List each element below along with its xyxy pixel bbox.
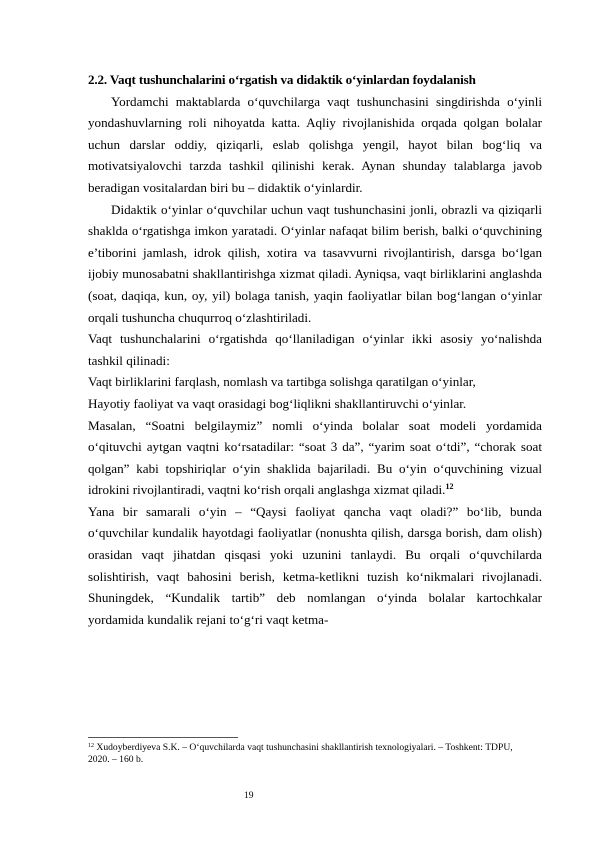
footnote-divider — [88, 737, 238, 738]
footnote — [88, 742, 528, 766]
paragraph-intro: Yordamchi maktablarda o‘quvchilarga vaqt tushunchasini singdirishda o‘yinli yondashuvlarning roli nihoyatda katta. Aqliy rivojlanishida orqada qolgan bolalar uchun darslar oddiy, qiziqarli, eslab qolishga yengil, hayot bilan bog‘liq va motivatsiyalovchi tarzda tashkil qilinishi kerak. Aynan shunday talablarga javob beradigan vositalardan biri bu – didaktik o‘yinlardir. — [88, 93, 542, 195]
page-number: 19 — [244, 790, 254, 801]
paragraph-example-activity: Yana bir samarali o‘yin – “Qaysi faoliyat qancha vaqt oladi?” bo‘lib, bunda o‘quvchilar kundalik hayotdagi faoliyatlar (nonushta qilish, darsga borish, dam olish) orasidan vaqt jihatdan qisqasi yoki uzunini tanlaydi. Bu orqali o‘quvchilarda solishtirish, vaqt bahosini berish, ketma-ketlikni tuzish ko‘nikmalari rivojlanadi. Shuningdek, “Kundalik tartib” deb nomlangan o‘yinda bolalar kartochkalar yordamida kundalik rejani to‘g‘ri vaqt ketma- — [88, 503, 542, 627]
paragraph-example-clock — [88, 415, 542, 501]
section-heading: 2.2. Vaqt tushunchalarini o‘rgatish va didaktik o‘yinlardan foydalanish — [88, 72, 476, 87]
paragraph-didactic-games: Didaktik o‘yinlar o‘quvchilar uchun vaqt tushunchasini jonli, obrazli va qiziqarli shaklda o‘rgatishga imkon yaratadi. O‘yinlar nafaqat bilim berish, balki o‘quvchining e’tiborini jamlash, idrok qilish, xotira va tasavvurni rivojlantirish, darsga bo‘lgan ijobiy munosabatni shakllantirishga xizmat qiladi. Ayniqsa, vaqt birliklarini anglashda (soat, daqiqa, kun, oy, yil) bolaga tanish, yaqin faoliyatlar bilan bog‘langan o‘yinlar orqali tushuncha chuqurroq o‘zlashtiriladi. — [88, 201, 542, 325]
paragraph-directions: Vaqt tushunchalarini o‘rgatishda qo‘llaniladigan o‘yinlar ikki asosiy yo‘nalishda tashkil qilinadi: — [88, 331, 542, 368]
footnote-number: 12 — [88, 743, 94, 749]
paragraph-example-clock-text: Masalan, “Soatni belgilaymiz” nomli o‘yinda bolalar soat modeli yordamida o‘qituvchi aytgan vaqtni ko‘rsatadilar: “soat 3 da”, “yarim soat o‘tdi”, “chorak soat qolgan” kabi topshiriqlar o‘yin shaklida bajariladi. Bu o‘yin o‘quvchining vizual idrokini rivojlantiradi, vaqtni ko‘rish orqali anglashga xizmat qiladi. — [88, 417, 542, 498]
list-item-direction-1: Vaqt birliklarini farqlash, nomlash va tartibga solishga qaratilgan o‘yinlar, — [88, 374, 476, 390]
footnote-reference: 12 — [445, 482, 454, 492]
footnote-text: Xudoyberdiyeva S.K. – O‘quvchilarda vaqt tushunchasini shakllantirish texnologiyalari. – Toshkent: TDPU, 2020. – 160 b. — [88, 742, 513, 765]
page-body — [88, 69, 542, 630]
list-item-direction-2: Hayotiy faoliyat va vaqt orasidagi bog‘liqlikni shakllantiruvchi o‘yinlar. — [88, 395, 467, 411]
